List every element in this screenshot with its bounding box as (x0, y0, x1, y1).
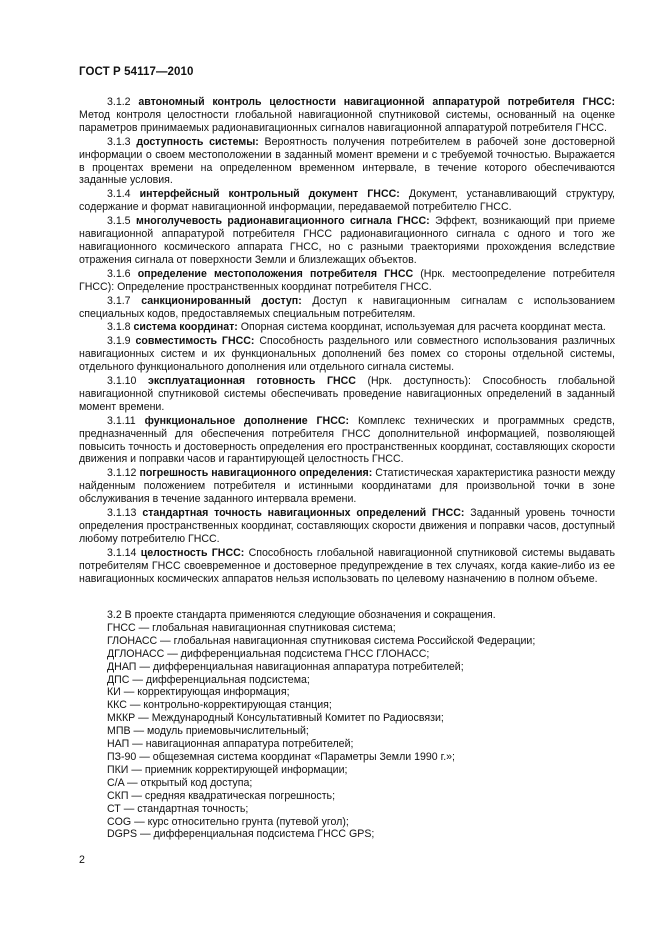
definition-term: погрешность навигационного определения: (139, 467, 373, 480)
definition-paragraph (79, 136, 615, 188)
definition-term: эксплуатационная готовность ГНСС (148, 375, 356, 388)
definition-number: 3.1.4 (107, 188, 131, 201)
definition-paragraph (79, 295, 615, 321)
definition-number: 3.1.5 (107, 215, 131, 228)
definition-paragraph (79, 321, 615, 334)
definition-text: Метод контроля целостности глобальной навигационной спутниковой системы, основанный на оценке параметров принимаемых радионавигационных сигналов навигационной аппаратурой потребителя ГНСС. (79, 108, 615, 134)
definition-paragraph (79, 268, 615, 294)
definition-text: Эффект, возникающий при приеме навигационной аппаратурой потребителя ГНСС радионавигационного сигнала с одного и того же навигационного космического аппарата ГНСС, но с разными траекториями прохождения вследствие отражения сигнала от поверхности Земли и близлежащих объектов. (79, 215, 615, 266)
definition-term: автономный контроль целостности навигационной аппаратурой потребителя ГНСС: (138, 96, 615, 108)
definition-text: Опорная система координат, используемая для расчета координат места. (237, 321, 606, 334)
definition-number: 3.1.8 (107, 321, 131, 334)
abbreviation-item: ПКИ — приемник корректирующей информации; (107, 763, 348, 776)
abbreviation-item: ГНСС — глобальная навигационная спутниковая система; (107, 621, 396, 634)
abbreviation-item: C/A — открытый код доступа; (107, 776, 253, 789)
definition-paragraph (79, 96, 615, 135)
definition-term: стандартная точность навигационных определений ГНСС: (142, 507, 465, 520)
definition-paragraph (79, 547, 615, 586)
definition-term: санкционированный доступ: (141, 294, 302, 307)
abbreviation-item: НАП — навигационная аппаратура потребителей; (107, 738, 354, 751)
definition-term: определение местоположения потребителя ГНСС (137, 267, 414, 280)
definition-number: 3.1.12 (107, 467, 137, 480)
abbreviation-item: ПЗ-90 — общеземная система координат «Параметры Земли 1990 г.»; (107, 750, 455, 763)
abbreviation-item: СКП — средняя квадратическая погрешность; (107, 789, 336, 802)
abbreviations-section (107, 609, 617, 841)
abbreviations-list (107, 622, 617, 841)
definition-number: 3.1.2 (107, 96, 131, 108)
definition-term: интерфейсный контрольный документ ГНСС: (139, 188, 400, 201)
definition-term: совместимость ГНСС: (135, 335, 255, 348)
abbreviation-item: МПВ — модуль приемовычислительный; (107, 725, 309, 738)
definition-text: Доступ к навигационным сигналам с использованием специальных кодов, предоставляемых специальным потребителям. (79, 294, 615, 320)
definition-number: 3.1.13 (107, 507, 137, 520)
definition-text: Заданный уровень точности определения пространственных координат, составляющих скорости движения и поправки часов, доступный любому потребителю ГНСС. (79, 507, 615, 545)
definition-paragraph (79, 335, 615, 374)
definition-number: 3.1.9 (107, 335, 131, 348)
definitions-section (79, 96, 615, 587)
definition-term: доступность системы: (136, 135, 259, 148)
definition-text: Способность раздельного или совместного использования различных навигационных систем и их функциональных дополнений без помех со стороны отдельной системы, отдельного функционального дополнения или отдельного сигнала системы. (79, 335, 615, 374)
abbreviation-item: МККР — Международный Консультативный Комитет по Радиосвязи; (107, 712, 444, 725)
definition-term: функциональное дополнение ГНСС: (144, 414, 350, 427)
definition-text: Комплекс технических и программных средств, предназначенный для обеспечения потребителя ГНСС дополнительной информацией, позволяющей повысить точность и достоверность определения его пространственных координат, составляющих скорости движения и поправки часов и гарантирующей целостность ГНСС. (79, 414, 615, 466)
definition-paragraph (79, 215, 615, 267)
definition-number: 3.1.7 (107, 294, 131, 307)
definition-number: 3.1.6 (107, 267, 131, 280)
abbreviation-item: COG — курс относительно грунта (путевой угол); (107, 815, 349, 828)
definition-term: система координат: (133, 321, 238, 334)
definition-text: (Нрк. доступность): Способность глобальной навигационной спутниковой системы обеспечивать проведение навигационных определений в заданный момент времени. (79, 375, 615, 413)
abbreviations-intro: 3.2 В проекте стандарта применяются следующие обозначения и сокращения. (107, 609, 496, 621)
page-number: 2 (79, 854, 85, 866)
abbreviation-item: ДНАП — дифференциальная навигационная аппаратура потребителей; (107, 660, 464, 673)
abbreviation-item: ГЛОНАСС — глобальная навигационная спутниковая система Российской Федерации; (107, 634, 536, 647)
abbreviation-item: DGPS — дифференциальная подсистема ГНСС GPS; (107, 828, 375, 841)
definition-number: 3.1.3 (107, 135, 131, 148)
definition-text: Способность глобальной навигационной спутниковой системы выдавать потребителям ГНСС своевременное и достоверное предупреждение в тех случаях, когда какие-либо из ее навигационных космических аппаратов нельзя использовать по целевому назначению в полном объеме. (79, 546, 616, 585)
definition-text: Статистическая характеристика разности между найденным положением потребителя и истинными координатами для произвольной точки в зоне обслуживания в течение заданного интервала времени. (79, 467, 615, 506)
definition-paragraph (79, 415, 615, 467)
standard-header: ГОСТ Р 54117—2010 (79, 66, 194, 78)
definition-number: 3.1.10 (107, 375, 137, 388)
definition-number: 3.1.11 (107, 414, 136, 427)
definition-text: (Нрк. местоопределение потребителя ГНСС): Определение пространственных координат потребителя ГНСС. (79, 267, 615, 293)
definition-term: целостность ГНСС: (140, 546, 245, 559)
abbreviation-item: ККС — контрольно-корректирующая станция; (107, 699, 332, 712)
abbreviation-item: ДПС — дифференциальная подсистема; (107, 673, 310, 686)
definition-number: 3.1.14 (107, 546, 137, 559)
abbreviation-item: ДГЛОНАСС — дифференциальная подсистема ГНСС ГЛОНАСС; (107, 647, 430, 660)
abbreviation-item: СТ — стандартная точность; (107, 802, 249, 815)
definition-paragraph (79, 188, 615, 214)
definition-term: многолучевость радионавигационного сигнала ГНСС: (135, 215, 430, 228)
definition-text: Документ, устанавливающий структуру, содержание и формат навигационной информации, передаваемой потребителю ГНСС. (79, 188, 615, 214)
definition-paragraph (79, 507, 615, 546)
definition-paragraph (79, 375, 615, 414)
definition-text: Вероятность получения потребителем в рабочей зоне достоверной информации о своем местоположении в заданный момент времени и с требуемой точностью. Выражается в процентах времени на определенном временном интервале, в течение которого обеспечиваются заданные условия. (79, 135, 615, 187)
definition-paragraph (79, 467, 615, 506)
abbreviation-item: КИ — корректирующая информация; (107, 686, 290, 699)
